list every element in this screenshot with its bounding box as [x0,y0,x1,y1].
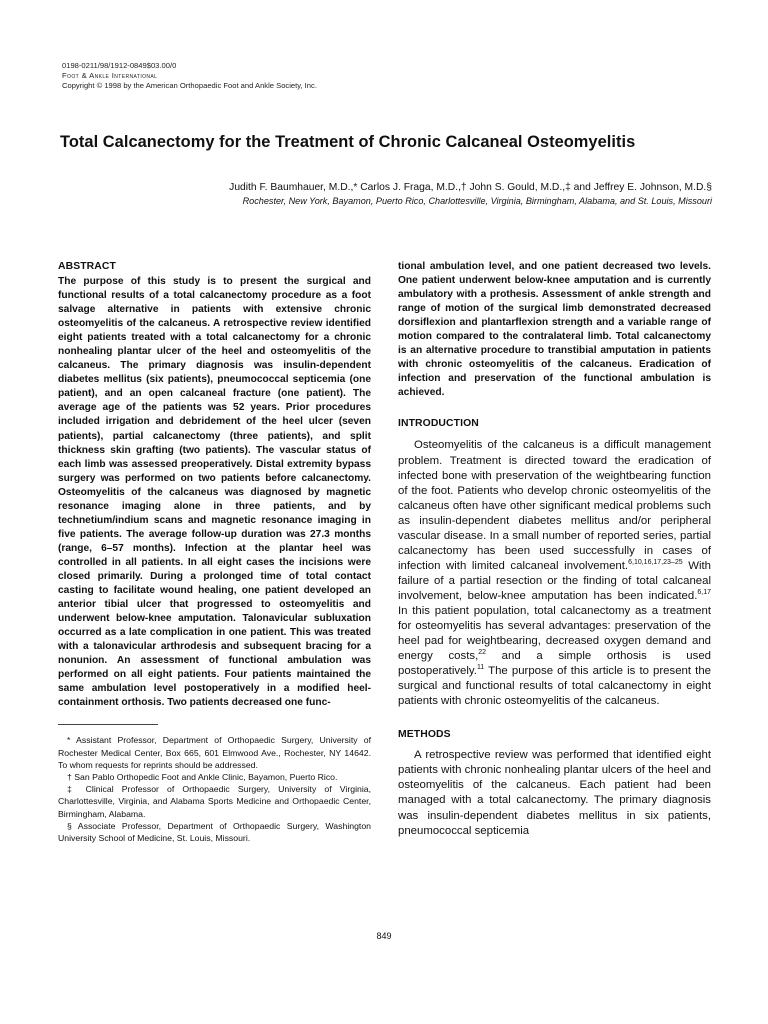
methods-paragraph: A retrospective review was performed that identified eight patients with chronic nonhealing plantar ulcers of the heel and osteomyelitis of the calcaneus. Each patient had been managed with a total calcanectomy. The primary diagnosis was insulin-dependent diabetes mellitus in six patients, pneumococcal septicemia [398,749,711,837]
author-list: Judith F. Baumhauer, M.D.,* Carlos J. Fraga, M.D.,† John S. Gould, M.D.,‡ and Jeffrey E. Johnson, M.D.§ [229,182,712,193]
article-title: Total Calcanectomy for the Treatment of Chronic Calcaneal Osteomyelitis [60,133,636,151]
intro-text-segment: In this patient population, total calcanectomy as a treatment for osteomyelitis has several advantages: preservation of the heel pad for weightbearing, decreased oxygen demand and energy costs, [398,604,711,663]
methods-heading: METHODS [398,729,451,741]
left-column [58,260,371,844]
footnotes [58,734,371,844]
right-column [398,260,711,839]
footnote-item: * Assistant Professor, Department of Orthopaedic Surgery, University of Rochester Medical Center, Box 665, 601 Elmwood Ave., Rochester, NY 14642. To whom requests for reprints should be addressed. [58,735,371,770]
citation-ref: 6,17 [697,589,711,597]
footnote-item: † San Pablo Orthopedic Foot and Ankle Clinic, Bayamon, Puerto Rico. [67,772,338,783]
intro-text-segment: and a simple orthosis is used postoperatively. [398,650,711,678]
article-code: 0198-0211/98/1912-0849$03.00/0 [62,61,177,70]
intro-text-segment: With failure of a partial resection or the finding of total calcaneal involvement, below-knee amputation has been indicated. [398,559,711,602]
citation-ref: 22 [478,649,487,657]
footnote-item: § Associate Professor, Department of Orthopaedic Surgery, Washington University School of Medicine, St. Louis, Missouri. [58,820,371,844]
author-affiliations: Rochester, New York, Bayamon, Puerto Rico, Charlottesville, Virginia, Birmingham, Alabama, and St. Louis, Missouri [242,196,712,206]
introduction-heading: INTRODUCTION [398,418,479,430]
abstract-heading: ABSTRACT [58,261,116,272]
header-metadata [62,61,317,91]
intro-text-segment: The purpose of this article is to present the surgical and functional results of total calcanectomy in eight patients with chronic osteomyelitis of the calcaneus. [398,665,711,708]
journal-name: Foot & Ankle International [62,71,158,80]
intro-text-segment: Osteomyelitis of the calcaneus is a difficult management problem. Treatment is directed toward the eradication of infected bone with preservation of the weightbearing function of the foot. Patients who develop chronic osteomyelitis of the calcaneus often have other significant medical problems such as insulin-dependent diabetes mellitus and/or peripheral vascular disease. In a small number of reported series, partial calcanectomy has been used successfully in cases of infection with limited calcaneal involvement. [398,439,711,572]
footnote-item: ‡ Clinical Professor of Orthopaedic Surgery, University of Virginia, Charlottesville, Virginia, and Alabama Sports Medicine and Orthopaedic Center, Birmingham, Alabama. [58,784,371,819]
abstract-text: The purpose of this study is to present the surgical and functional results of a total calcanectomy procedure as a foot salvage alternative in patients with extensive chronic osteomyelitis of the calcaneus. A retrospective review identified eight patients treated with a total calcanectomy for a chronic nonhealing plantar ulcer of the heel and osteomyelitis of the calcaneus. The primary diagnosis was insulin-dependent diabetes mellitus (six patients), pneumococcal septicemia (one patient), and an open calcaneal fracture (one patient). The average age of the patients was 52 years. Prior procedures included irrigation and debridement of the heel ulcer (seven patients), partial calcanectomy (three patients), and split thickness skin grafting (two patients). The vascular status of each limb was assessed preoperatively. Distal extremity bypass surgery was performed on two patients before calcanectomy. Osteomyelitis of the calcaneus was diagnosed by magnetic resonance imaging alone in three patients, and by technetium/indium scans and magnetic resonance imaging in five patients. The average follow-up duration was 27.3 months (range, 6–57 months). Infection at the plantar heel was controlled in all patients. In all eight cases the incisions were closed primarily. During a prolonged time of total contact casting to facilitate wound healing, one patient developed an anterior tibial ulcer that progressed to osteomyelitis and underwent below-knee amputation. Talonavicular subluxation occurred as a late complication in one patient. This was treated with a talonavicular arthrodesis and subsequent bracing for a nonunion. An assessment of functional ambulation was performed on all eight patients. Four patients maintained the same ambulation level postoperatively in a modified heel-containment orthosis. Two patients decreased one func- [58,276,371,709]
abstract-continuation: tional ambulation level, and one patient decreased two levels. One patient underwent below-knee amputation and is currently ambulatory with a prothesis. Assessment of ankle strength and range of motion of the surgical limb demonstrated decreased dorsiflexion and plantarflexion strength and a variable range of motion compared to the contralateral limb. Total calcanectomy is an alternative procedure to transtibial amputation in patients with chronic osteomyelitis of the calcaneus. Eradication of infection and preservation of the functional ambulation is achieved. [398,261,711,399]
page-number: 849 [376,931,392,941]
citation-ref: 6,10,16,17,23–25 [628,559,683,567]
citation-ref: 11 [476,664,485,672]
introduction-paragraph [398,438,711,709]
copyright-line: Copyright © 1998 by the American Orthopaedic Foot and Ankle Society, Inc. [62,81,317,90]
footnote-divider [58,724,158,725]
